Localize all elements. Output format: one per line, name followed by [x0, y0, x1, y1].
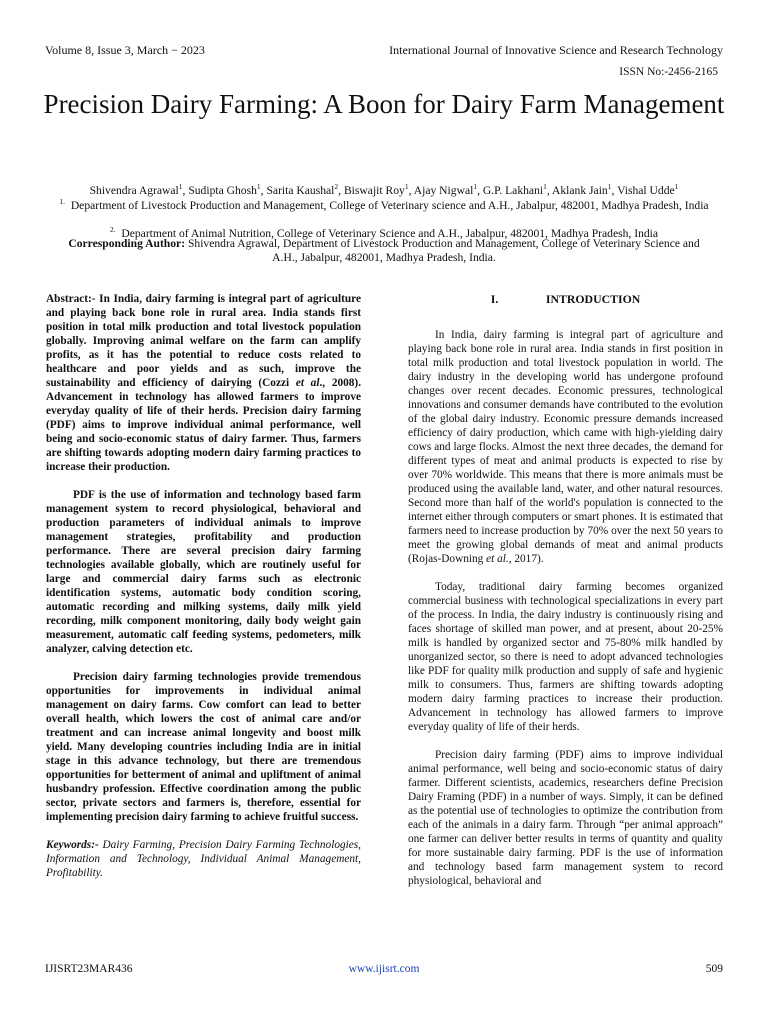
page-header	[45, 43, 723, 59]
author: Ajay Nigwal	[413, 183, 474, 197]
author: Vishal Udde	[617, 183, 675, 197]
intro-paragraph: Today, traditional dairy farming becomes organized commercial business with technological specializations in every part of the process. In India, the dairy industry is continuously rising and faces shortage of skilled man power, and at present, about 20-25% milk is handled by organized sector and 75-80% milk handled by unorganized sector, so there is need to adopt advanced technologies like PDF for quality milk production and supply of safe and hygienic milk to consumers. Thus, farmers are shifting towards adopting modern dairy farming practices to increase their production. Advancement in technology has allowed farmers to improve everyday quality of life of their herds.	[408, 581, 723, 733]
intro-paragraph: In India, dairy farming is integral part of agriculture and playing back bone role in rural area. India stands in first position in total milk production and total livestock population in world. The dairy industry in the developing world has undergone profound changes over recent decades. Economic pressures, technological innovations and consumer demands have contributed to the evolution of the global dairy industry. Economic pressure demands increased efficiency of dairy production, which came with high-yielding dairy cows and large flocks. Almost the next three decades, the demand for different types of meat and animal products is expected to rise by over 70% worldwide. This means that there is more animals must be produced using the available land, water, and other natural resources. Second more than half of the world's population is connected to the internet either through computers or smart phones. It is estimated that farmers need to increase production by 70% over the next 50 years to meet the growing global demands of meat and animal products (Rojas-Downing et al., 2017).	[408, 329, 723, 565]
affiliation-1: $^{1.}$ Department of Livestock Production and Management, College of Veterinary science and A.H., Jabalpur, 482001, Madhya Pradesh, India	[59, 197, 709, 212]
author-list: Shivendra Agrawal$^1$, Sudipta Ghosh$^1$, Sarita Kaushal$^2$, Biswajit Roy$^1$, Ajay Nigwal$^1$, G.P. Lakhani$^1$, Aklank Jain$^1$, Vishal Udde$^1$	[89, 182, 679, 197]
author: G.P. Lakhani	[482, 183, 544, 197]
intro-paragraph: Precision dairy farming (PDF) aims to improve individual animal performance, well being and socio-economic status of dairy farmer. Different scientists, academics, researchers define Precision Dairy Framing (PDF) in a number of ways. Simply, it can be defined as the potential use of technologies to optimize the contribution from each of the animals in a dairy farm. Through “per animal approach” one farmer can deliver better results in terms of quantity and quality for more sustainable dairy farming. PDF is the use of information and technology based farm management system to record physiological, behavioral and	[408, 749, 723, 887]
abstract-column	[46, 292, 361, 894]
affiliation-2: $^{2.}$ Department of Animal Nutrition, College of Veterinary Science and A.H., Jabalpur, 482001, Madhya Pradesh, India	[109, 225, 659, 240]
author: Biswajit Roy	[343, 183, 405, 197]
section-heading: I. INTRODUCTION	[490, 292, 641, 306]
introduction-column	[408, 292, 723, 902]
page-footer	[45, 963, 723, 979]
abstract-paragraph: Abstract:- In India, dairy farming is integral part of agriculture and playing back bone role in rural area. India stands first position in total milk production and total livestock population globally. Improving animal welfare on the farm can amplify profits, as it has the potential to reduce costs related to healthcare and poor yields and as such, improve the sustainability and efficiency of dairying (Cozzi et al., 2008). Advancement in technology has allowed farmers to improve everyday quality of life of their herds. Precision dairy farming (PDF) aims to improve individual animal performance, well being and socio-economic status of dairy farmer. Thus, farmers are shifting towards adopting modern dairy farming practices to increase their production.	[46, 293, 362, 473]
keywords: Keywords:- Dairy Farming, Precision Dairy Farming Technologies, Information and Technology, Individual Animal Management, Profitability.	[46, 839, 361, 879]
corresponding-author: Corresponding Author: Shivendra Agrawal, Department of Livestock Production and Management, College of Veterinary Science and A.H., Jabalpur, 482001, Madhya Pradesh, India.	[68, 237, 700, 264]
volume-info: Volume 8, Issue 3, March − 2023	[45, 43, 205, 57]
author: Sudipta Ghosh	[188, 183, 257, 197]
abstract-paragraph: Precision dairy farming technologies provide tremendous opportunities for improvements in individual animal management on dairy farms. Cow comfort can lead to better overall health, which lowers the cost of animal care and/or treatment and can increase animal longevity and boost milk yield. Many developing countries including India are in initial stage in this advance technology, but there are tremendous opportunities for betterment of animal and upliftment of animal husbandry profession. Effective coordination among the public sector, private sectors and farmers is, therefore, essential for implementing precision dairy farming to achieve fruitful success.	[46, 671, 361, 823]
issn-number: ISSN No:-2456-2165	[619, 66, 718, 78]
page-number: 509	[705, 963, 723, 975]
paper-id: IJISRT23MAR436	[45, 963, 133, 975]
author: Shivendra Agrawal	[89, 183, 179, 197]
author: Sarita Kaushal	[266, 183, 335, 197]
author: Aklank Jain	[552, 183, 608, 197]
abstract-paragraph: PDF is the use of information and technology based farm management system to record physiological, behavioral and production parameters of individual animals to improve management strategies, profitability and production performance. There are several precision dairy farming technologies available globally, which are routinely useful for large and commercial dairy farms such as electronic identification systems, automatic body condition scoring, automatic recording and milking systems, daily milk yield recording, milk component monitoring, daily body weight gain measurement, automatic calf feeding systems, pedometers, milk analyzer, calving detection etc.	[46, 489, 361, 655]
journal-website-link[interactable]: www.ijisrt.com	[348, 963, 420, 975]
journal-name: International Journal of Innovative Science and Research Technology	[389, 43, 723, 57]
paper-title: Precision Dairy Farming: A Boon for Dairy Farm Management	[43, 89, 725, 119]
